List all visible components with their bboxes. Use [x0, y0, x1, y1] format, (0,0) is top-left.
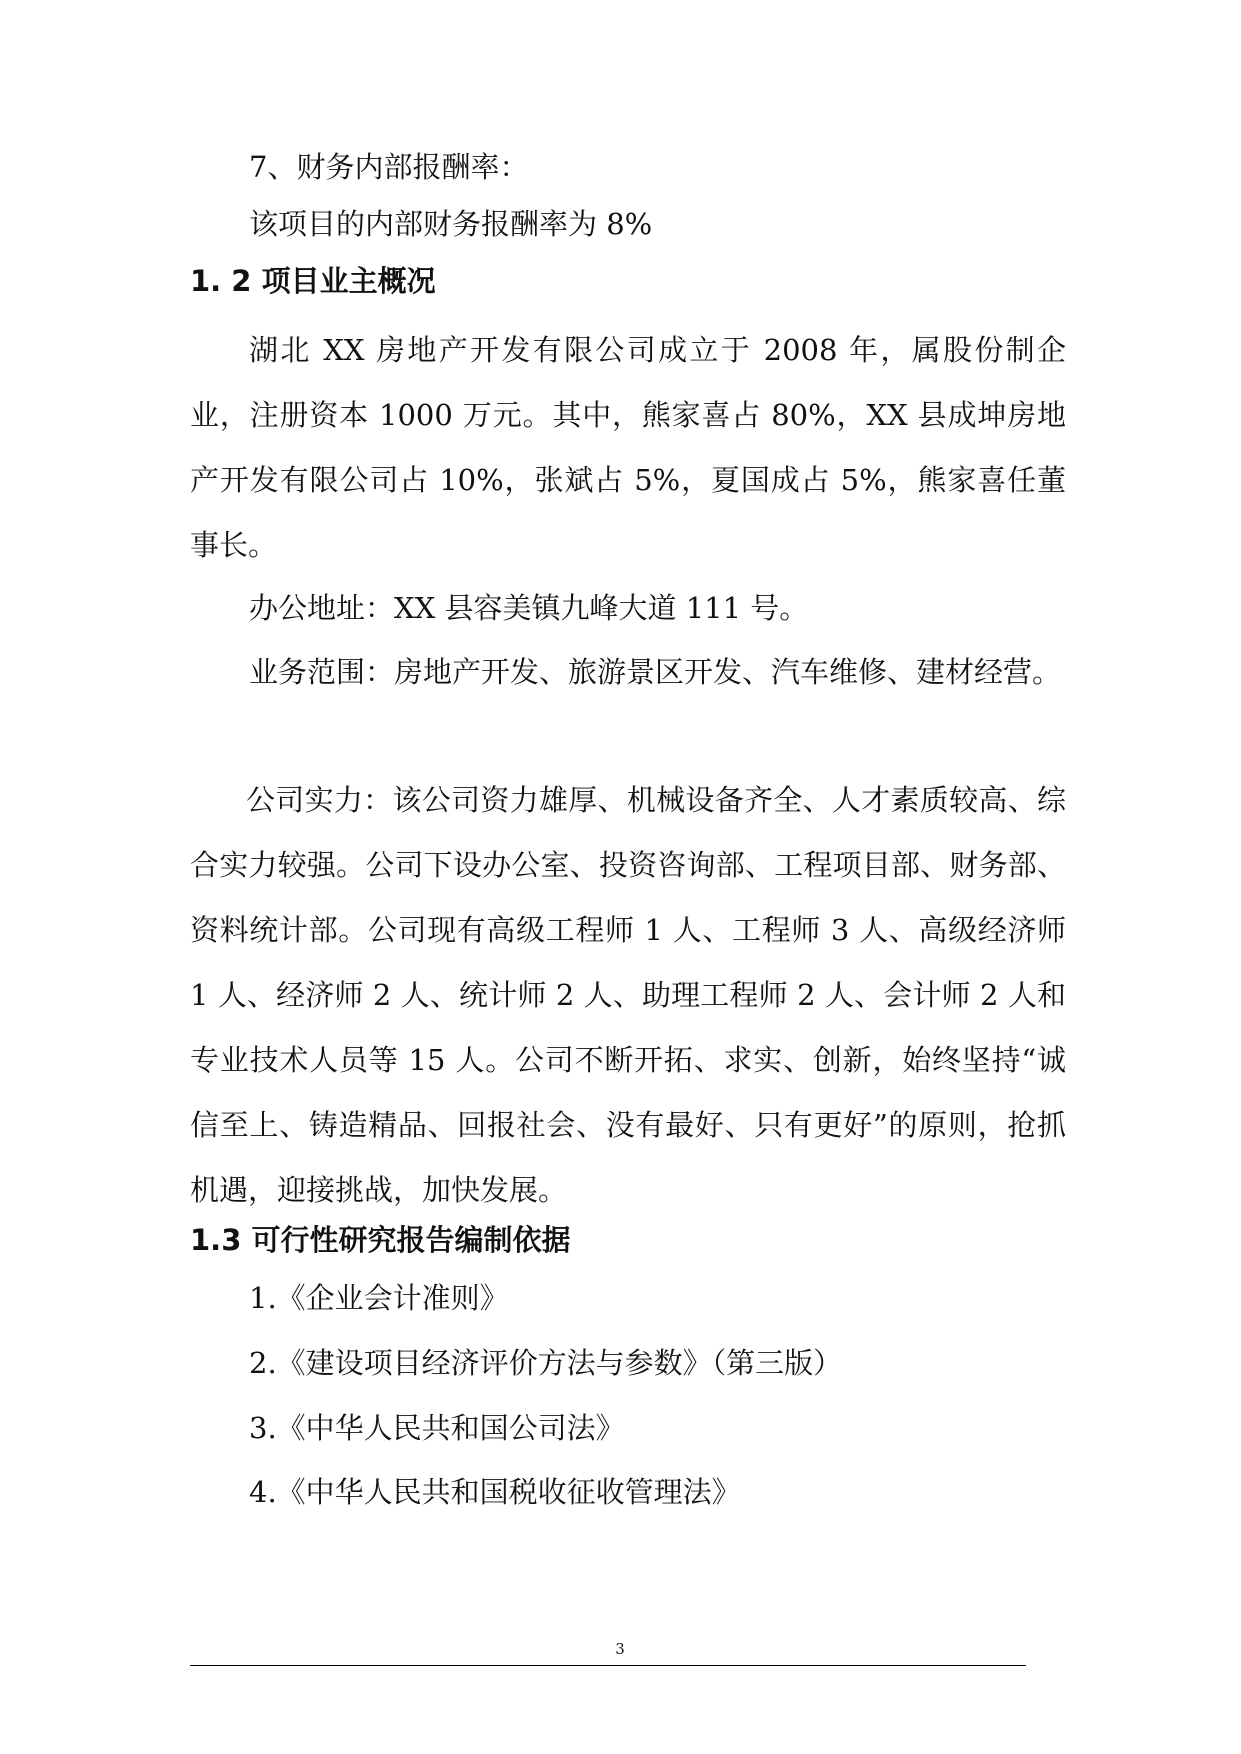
section-heading-1-3: 1.3 可行性研究报告编制依据 [190, 1223, 571, 1257]
company-intro-paragraph: 湖北 XX 房地产开发有限公司成立于 2008 年，属股份制企业，注册资本 1000 万元。其中，熊家喜占 80%，XX 县成坤房地产开发有限公司占 10%，张斌占 5%，夏国成占 5%，熊家喜任董事长。 [190, 333, 1066, 562]
page-number: 3 [615, 1640, 625, 1658]
basis-list-item: 3.《中华人民共和国公司法》 [249, 1411, 625, 1445]
section-heading-1-2: 1. 2 项目业主概况 [190, 264, 436, 298]
basis-list-item: 2.《建设项目经济评价方法与参数》（第三版） [249, 1346, 843, 1380]
financial-text: 该项目的内部财务报酬率为 8% [249, 207, 653, 241]
company-strength-paragraph: 公司实力：该公司资力雄厚、机械设备齐全、人才素质较高、综合实力较强。公司下设办公室、投资咨询部、工程项目部、财务部、资料统计部。公司现有高级工程师 1 人、工程师 3 人、高级经济师 1 人、经济师 2 人、统计师 2 人、助理工程师 2 人、会计师 2 人和专业技术人员等 15 人。公司不断开拓、求实、创新，始终坚持“诚信至上、铸造精品、回报社会、没有最好、只有更好”的原则，抢抓机遇，迎接挑战，加快发展。 [190, 783, 1066, 1207]
business-scope-paragraph: 业务范围：房地产开发、旅游景区开发、汽车维修、建材经营。 [249, 655, 1062, 689]
basis-list-item: 4.《中华人民共和国税收征收管理法》 [249, 1475, 741, 1509]
financial-subheading: 7、财务内部报酬率： [249, 150, 529, 184]
office-address-paragraph: 办公地址：XX 县容美镇九峰大道 111 号。 [249, 591, 809, 625]
footer-divider [190, 1665, 1026, 1666]
basis-list-item: 1.《企业会计准则》 [249, 1281, 509, 1315]
